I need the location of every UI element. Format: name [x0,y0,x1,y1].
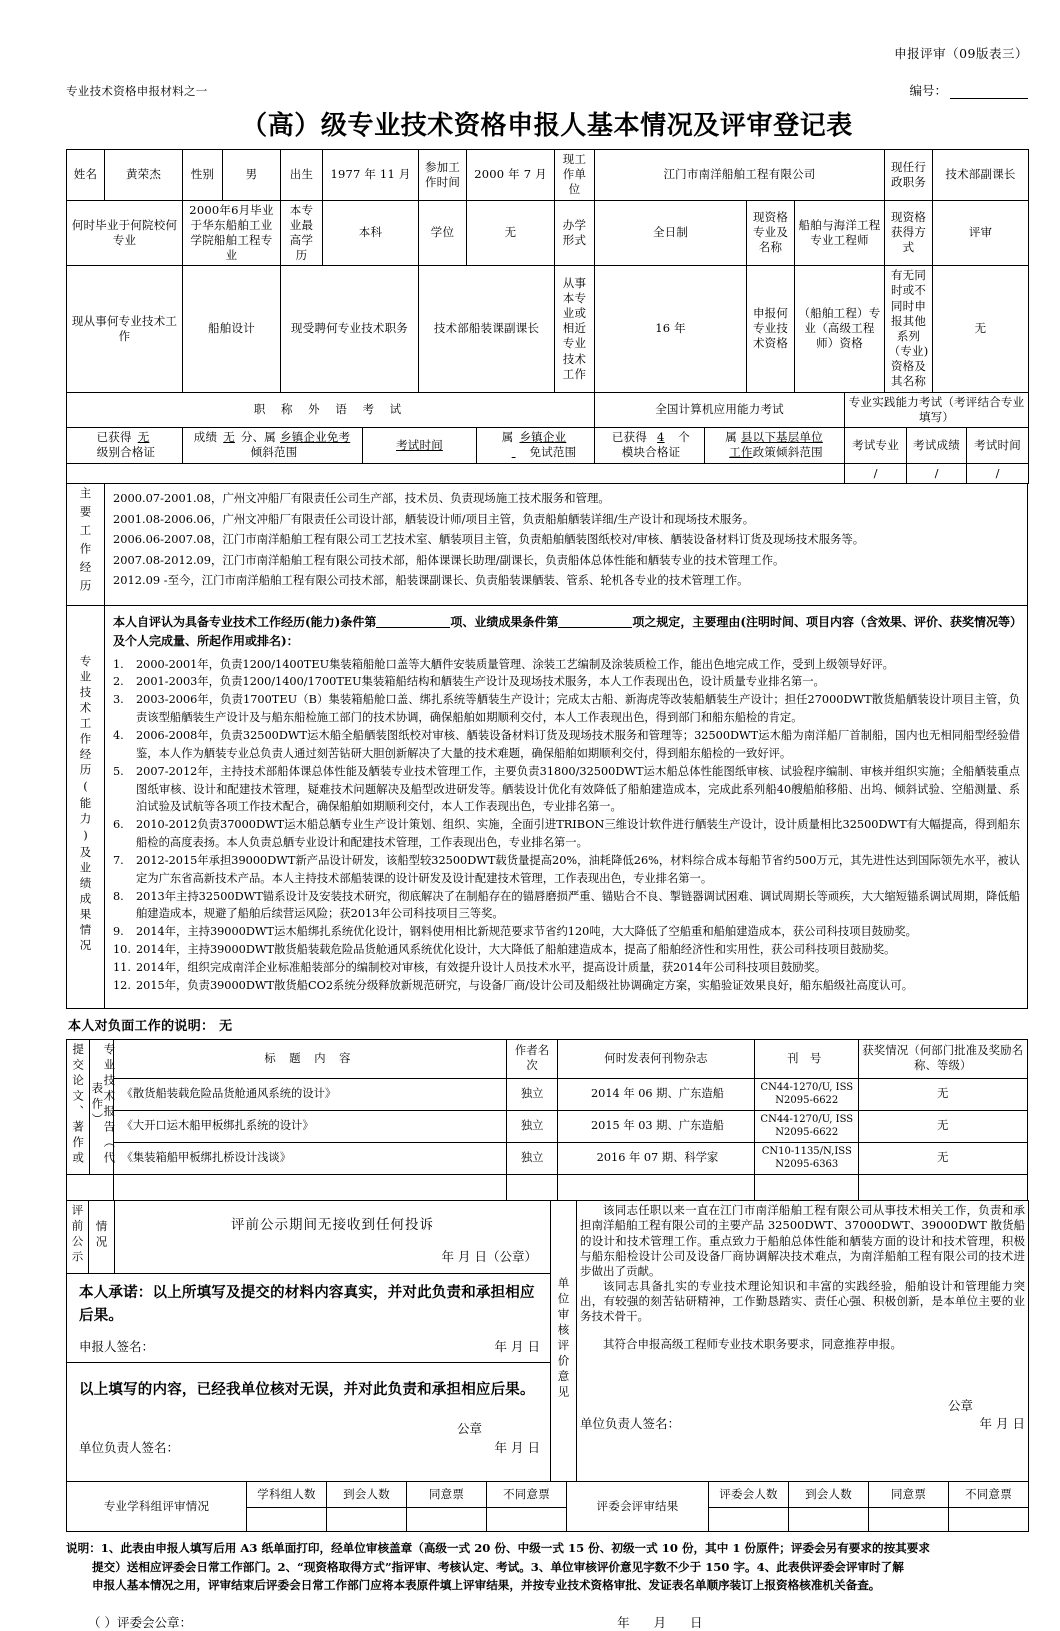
publications-side-label-inner: 专业技术报告（代表作） [90,1040,113,1175]
footer-note-line1: 说明：1、此表由申报人填写后用 A3 纸单面打印，经单位审核盖章（高级一式 20 份、中级一式 15 份、初级一式 10 份，其中 1 份原件；评委会另有要求的按其要求 [66,1540,930,1555]
main-exp-line: 2001.08-2006.06，广州文冲船厂有限责任公司设计部，舾装设计师/项目主管，负责船舶舾装详细/生产设计和现场技术服务。 [113,511,755,526]
achievement-item [113,888,1020,924]
applicant-promise-cell [67,1274,551,1362]
gender-value[interactable]: 男 [223,150,281,201]
fl-score-prefix: 成绩 [193,430,218,445]
pc-got-suffix2: 模块合格证 [621,445,681,460]
top-edu-label: 本专业最高学历 [281,200,323,266]
group-col-agree: 同意票 [407,1481,487,1507]
pub-col-author: 作者名次 [507,1040,558,1079]
pub-award[interactable]: 无 [858,1111,1027,1143]
fl-score-value[interactable]: 无 [223,430,235,445]
apply-qual-label: 申报何专业技术资格 [747,266,795,392]
applicant-signature-row [79,1339,540,1356]
item-text: 2010-2012负责37000DWT运木船总舾专业生产设计策划、组织、实施，全面引进TRIBON三维设计软件进行舾装生产设计，设计质量相比32500DWT有大幅提高，得到船东船检的高度表扬。本人负责总舾专业设计和配建技术管理，工作表现出色，专业排名第一。 [136,818,1020,850]
committee-col-attend: 到会人数 [789,1481,869,1507]
unit-sign-label[interactable]: 单位负责人签名： [79,1439,180,1455]
unit-confirm-seal: 公章 [456,1421,482,1437]
practice-exam-title: 专业实践能力考试（考评结合专业填写） [845,392,1029,427]
fl-belong-suffix: 免试范围 [529,445,577,460]
item-number: 11. [113,960,131,974]
item-text: 2006-2008年，负责32500DWT运木船全船舾装图纸校对审核、舾装设备材料订货及现场技术服务和管理等；32500DWT运木船为南洋船厂首制船，国内也无相同船型经验借鉴，本人作为舾装专业总负责人通过刻苦钻研大胆创新解决了大量的技术难题，确保船舶如期顺利交付，得到船东船检的一致好评。 [136,729,1020,760]
achievement-item [113,691,1020,727]
item-text: 2014年，组织完成南洋企业标准船装部分的编制校对审核，有效提升设计人员技术水平，提高设计质量，获2014年公司科技项目鼓励奖。 [136,960,827,974]
negative-work-note [68,1015,1028,1034]
item-number: 7. [113,853,124,867]
pc-belong-suffix: 政策倾斜范围 [752,445,823,460]
achievement-item [113,959,1020,977]
item-text: 2012-2015年承担39000DWT新产品设计研发，该船型较32500DWT载货量提高20%，油耗降低26%，材料综合成本每船节省约500万元，其先进性达到国际领先水平，被认定为广东省高新技术产品。本人主持技术部船装课的设计研发及设计配建技术管理，工作表现出色，专业排名第一。 [136,853,1020,885]
pc-got-prefix: 已获得 [611,430,648,445]
work-start-label: 参加工作时间 [419,150,467,201]
negative-note-label: 本人对负面工作的说明： [68,1019,215,1035]
main-exp-lines [113,489,1020,589]
self-eval-blank-1[interactable] [376,615,450,628]
pub-issn[interactable]: CN10-1135/N,ISSN2095-6363 [754,1143,858,1175]
cur-qual-way-value[interactable]: 评审 [933,200,1029,266]
publicity-content [115,1201,551,1274]
unit-review-side-label: 单位审核评价意见 [551,1201,577,1482]
achievement-item [113,941,1020,959]
achievement-item [113,727,1020,763]
footer-date[interactable]: 年 月 日 [617,1615,713,1631]
unit-review-signature-row [580,1416,1025,1433]
pro-experience-body [105,606,1028,1009]
unit-confirm-date[interactable]: 年 月 日 [494,1439,540,1455]
pc-certificate-cell[interactable]: 已获得 4 个 模块合格证 [595,427,705,463]
footer-instructions [66,1539,1028,1595]
declaration-review-table [66,1200,1029,1482]
applicant-date[interactable]: 年 月 日 [494,1339,540,1355]
item-number: 1. [113,657,124,671]
committee-val-count[interactable] [709,1507,789,1531]
years-value[interactable]: 16 年 [595,266,747,392]
achievement-item [113,852,1020,888]
admin-post-value[interactable]: 技术部副课长 [933,150,1029,201]
pub-issn[interactable]: CN44-1270/U, ISSN2095-6622 [754,1111,858,1143]
cur-post-value[interactable]: 技术部船装课副课长 [419,266,555,392]
table-row [67,1079,1028,1111]
practice-score-value[interactable]: / [907,463,967,483]
practice-score-label: 考试成绩 [907,427,967,463]
achievement-item [113,816,1020,852]
committee-review-label: 评委会评审结果 [567,1481,709,1531]
item-text: 2014年，主持39000DWT散货船装载危险品货舱通风系统优化设计，大大降低了船舶建造成本，提高了船舶经济性和实用性，获公司科技项目鼓励奖。 [136,943,896,957]
cur-post-label: 现受聘何专业技术职务 [281,266,419,392]
table-row-empty [67,1175,1028,1201]
committee-val-attend[interactable] [789,1507,869,1531]
top-edu-value[interactable]: 本科 [323,200,419,266]
cur-qual-name-label: 现资格专业及名称 [747,200,795,266]
achievement-item [113,977,1020,995]
publicity-date[interactable]: 年 月 日（公章） [441,1249,537,1265]
pc-belong-value[interactable]: 县以下基层单位 [740,430,823,445]
achievement-item [113,656,1020,674]
pub-empty-published[interactable] [558,1175,755,1201]
work-start-value[interactable]: 2000 年 7 月 [467,150,555,201]
pub-published[interactable]: 2015 年 03 期、广东造船 [558,1111,755,1143]
degree-value[interactable]: 无 [467,200,555,266]
achievement-item [113,763,1020,817]
graduate-label: 何时毕业于何院校何专业 [67,200,183,266]
pub-empty-award[interactable] [858,1175,1027,1201]
group-review-label: 专业学科组评审情况 [67,1481,247,1531]
fl-scope-value[interactable]: 乡镇企业免考 [280,430,351,445]
committee-col-agree: 同意票 [869,1481,949,1507]
self-eval-part1: 本人自评认为具备专业技术工作经历(能力)条件第 [113,615,377,630]
years-label: 从事本专业或相近专业技术工作 [555,266,595,392]
cur-work-value[interactable]: 船舶设计 [183,266,281,392]
exam-spacer [67,463,845,483]
cur-qual-way-label: 现资格获得方式 [885,200,933,266]
name-label: 姓名 [67,150,105,201]
fl-belong-value[interactable]: 乡镇企业 [519,430,567,445]
main-exp-line: 2000.07-2001.08，广州文冲船厂有限责任公司生产部，技术员、负责现场施工技术服务和管理。 [113,491,610,506]
number-label: 编号： [909,83,947,98]
unit-review-p1: 该同志任职以来一直在江门市南洋船舶工程有限公司从事技术相关工作，负责和承担南洋船舶工程有限公司的主要产品 32500DWT、37000DWT、39000DWT 散货船的设计和技术管理工作。重点致力于船舶总体性能和舾装方面的设计和技术管理，积极与船东船检设计公司及设备厂商协调解决技术难点，为南洋船舶工程有限公司的技术进步做出了贡献。 [580,1203,1025,1278]
footer-note-line3: 申报人基本情况之用，评审结束后评委会日常工作部门应将本表原件填上评审结果，并按专业技术资格审批、发证表名单顺序装订上报资格核准机关备查。 [92,1578,881,1593]
main-experience-table [66,483,1028,606]
item-number: 3. [113,693,124,707]
committee-col-disagree: 不同意票 [949,1481,1029,1507]
self-evaluation-statement [113,613,1020,651]
pub-empty-author[interactable] [507,1175,558,1201]
item-text: 2003-2006年，负责1700TEU（B）集装箱船舱口盖、绑扎系统等舾装生产设计；完成太古船、新海虎等改装船舾装生产设计；担任27000DWT散货船舾装设计项目主管，负责该型船舾装生产设计及与船东船检施工部门的技术协调，确保船舶如期顺利交付，本人工作表现出色，得到部门和船东船检的肯定。 [136,693,1020,725]
other-series-label: 有无同时或不同时申报其他系列（专业)资格及其名称 [885,266,933,392]
footer-seal-row [66,1613,1028,1631]
pc-belong-value2[interactable]: 工作 [729,445,753,460]
unit-confirm-text: 以上填写的内容，已经我单位核对无误，并对此负责和承担相应后果。 [79,1380,535,1398]
committee-seal-label[interactable]: （ ）评委会公章： [88,1615,192,1631]
pub-author-rank[interactable]: 独立 [507,1143,558,1175]
foreign-lang-title: 职 称 外 语 考 试 [67,392,595,427]
gender-label: 性别 [183,150,223,201]
group-val-disagree[interactable] [487,1507,567,1531]
degree-label: 学位 [419,200,467,266]
achievement-list [113,656,1020,995]
number-field [909,81,1028,99]
unit-confirm-cell [67,1362,551,1481]
committee-val-disagree[interactable] [949,1507,1029,1531]
self-eval-part3: 项之规定，主要理由(注明时间、项目内容（含效果、评价、获奖情况等）及个人完成量、所起作用或排名)： [113,615,1017,649]
achievement-item [113,923,1020,941]
pub-empty-issn[interactable] [754,1175,858,1201]
item-text: 2015年，负责39000DWT散货船CO2系统分级释放新规范研究，与设备厂商/设计公司及船级社协调确定方案，实船验证效果良好，船东船级社高度认可。 [136,978,914,992]
self-eval-part2: 项、业绩成果条件第 [450,615,559,630]
employer-label: 现工作单位 [555,150,595,201]
item-text: 2014年，主持39000DWT运木船绑扎系统优化设计，钢料使用相比新规范要求节省约120吨，大大降低了空船重和船舶建造成本，获公司科技项目鼓励奖。 [136,925,917,939]
computer-exam-title: 全国计算机应用能力考试 [595,392,845,427]
item-text: 2007-2012年，主持技术部船体课总体性能及舾装专业技术管理工作，主要负责31800/32500DWT运木船总体性能图纸审核、试验程序编制、审核并组织实施；全船舾装重点图纸审核、设计和配建技术管理，疑难技术问题解决及船型改进研发等。舾装设计优化有效降低了船舶建造成本，完成此系列船40艘船舶移船、出坞、倾斜试验、空船测量、系泊试验及试航等各项工作技术配合，确保船舶如期顺利交付，本人工作表现出色，专业排名第一。 [136,764,1020,814]
pub-title[interactable]: 《集装箱船甲板绑扎桥设计浅谈》 [113,1143,507,1175]
basic-info-table [66,149,1029,393]
practice-time-label: 考试时间 [967,427,1029,463]
applicant-sign-label[interactable]: 申报人签名： [79,1339,155,1355]
item-number: 6. [113,818,124,832]
fl-score-cell[interactable] [183,427,363,463]
birth-label: 出生 [281,150,323,201]
negative-note-value[interactable]: 无 [219,1019,233,1035]
practice-major-label: 考试专业 [845,427,907,463]
publicity-side-label: 评前公示 [67,1201,89,1274]
cur-qual-name-value[interactable]: 船舶与海洋工程专业工程师 [795,200,885,266]
group-val-agree[interactable] [407,1507,487,1531]
pub-empty-title[interactable] [113,1175,507,1201]
practice-time-value[interactable]: / [967,463,1029,483]
applicant-promise-text: 本人承诺：以上所填写及提交的材料内容真实，并对此负责和承担相应后果。 [79,1284,535,1324]
group-col-count: 学科组人数 [247,1481,327,1507]
main-exp-line: 2006.06-2007.08，江门市南洋船舶工程有限公司工艺技术室、舾装项目主管，负责船舶舾装图纸校对/审核、舾装设备材料订货及现场技术服务等。 [113,532,865,547]
pub-title[interactable]: 《散货船装载危险品货舱通风系统的设计》 [113,1079,507,1111]
pub-award[interactable]: 无 [858,1143,1027,1175]
pub-award[interactable]: 无 [858,1079,1027,1111]
group-col-disagree: 不同意票 [487,1481,567,1507]
fl-time-label[interactable]: 考试时间 [363,427,477,463]
achievement-item [113,673,1020,691]
publications-table [66,1039,1028,1201]
item-number: 12. [113,978,131,992]
pub-author-rank[interactable]: 独立 [507,1079,558,1111]
item-number: 2. [113,675,124,689]
page-inner [66,0,1028,1631]
birth-value[interactable]: 1977 年 11 月 [323,150,419,201]
unit-review-p2: 该同志具备扎实的专业技术理论知识和丰富的实践经验，船舶设计和管理能力突出，有较强的刻苦钻研精神，工作勤恳踏实、责任心强、积极创新，是本单位主要的业务技术骨干。 [580,1279,1025,1324]
unit-review-content[interactable] [577,1201,1029,1482]
unit-review-seal: 公章 [947,1397,973,1413]
unit-confirm-signature-row [79,1440,540,1457]
item-number: 5. [113,764,124,778]
publicity-side-label2: 情况 [89,1201,115,1274]
professional-experience-table [66,605,1028,1009]
fl-got-suffix: 级别合格证 [96,445,156,460]
fl-score-suffix: 倾斜范围 [250,445,298,460]
practice-major-value[interactable]: / [845,463,907,483]
pub-published[interactable]: 2014 年 06 期、广东造船 [558,1079,755,1111]
pub-col-title: 标 题 内 容 [113,1040,507,1079]
pub-published[interactable]: 2016 年 07 期、科学家 [558,1143,755,1175]
main-exp-line: 2012.09 -至今，江门市南洋船舶工程有限公司技术部，船装课副课长、负责船装课舾装、管系、轮机各专业的技术管理工作。 [113,572,749,587]
pub-author-rank[interactable]: 独立 [507,1111,558,1143]
fl-belong-prefix: 属 [501,430,514,445]
pub-col-award: 获奖情况（何部门批准及奖励名称、等级） [858,1040,1027,1079]
main-experience-side-label: 主要工作经历 [67,484,105,606]
item-number: 9. [113,925,124,939]
fl-got-prefix: 已获得 [96,430,132,445]
unit-review-p3: 其符合申报高级工程师专业技术职务要求，同意推荐申报。 [603,1336,902,1351]
item-number: 4. [113,729,124,743]
pro-experience-side-label: 专业技术工作经历(能力)及业绩成果情况 [67,606,105,1009]
item-number: 8. [113,889,124,903]
header-row [66,81,1028,99]
item-text: 2001-2003年，负责1200/1400/1700TEU集装箱船结构和舾装生产设计及现场技术服务，本人工作表现出色，设计质量专业排名第一。 [136,675,825,689]
fl-certificate-cell[interactable] [67,427,183,463]
main-exp-line: 2007.08-2012.09，江门市南洋船舶工程有限公司技术部，船体课课长助理/副课长，负责船体总体性能和舾装专业的技术管理工作。 [113,552,785,567]
employer-value[interactable]: 江门市南洋船舶工程有限公司 [595,150,885,201]
admin-post-label: 现任行政职务 [885,150,933,201]
table-row [67,1143,1028,1175]
footer-note-line2: 提交）送相应评委会日常工作部门。2、“现资格取得方式”指评审、考核认定、考试。3、单位审核评价意见字数不少于 150 字。4、此表供评委会评审时了解 [92,1559,904,1574]
name-value[interactable]: 黄荣杰 [105,150,183,201]
pub-issn[interactable]: CN44-1270/U, ISSN2095-6622 [754,1079,858,1111]
group-val-attend[interactable] [327,1507,407,1531]
pub-title[interactable]: 《大开口运木船甲板绑扎系统的设计》 [113,1111,507,1143]
publicity-text: 评前公示期间无接收到任何投诉 [231,1217,434,1234]
school-form-label: 办学形式 [555,200,595,266]
exams-table [66,392,1029,485]
unit-review-date[interactable]: 年 月 日 [979,1416,1025,1432]
publications-side-label-outer: 提交论文、著作或 [67,1040,90,1175]
table-row [67,1111,1028,1143]
cur-work-label: 现从事何专业技术工作 [67,266,183,392]
graduate-value[interactable]: 2000年6月毕业于华东船舶工业学院船舶工程专业 [183,200,281,266]
pc-belong-prefix: 属 [725,430,737,445]
committee-val-agree[interactable] [869,1507,949,1531]
pc-got-value[interactable]: 4 [657,430,665,445]
unit-review-sign-label[interactable]: 单位负责人签名： [580,1416,681,1432]
form-code: 申报评审（09版表三） [894,46,1028,61]
number-blank[interactable] [950,87,1028,99]
school-form-value[interactable]: 全日制 [595,200,747,266]
pub-col-published: 何时发表何刊物杂志 [558,1040,755,1079]
item-text: 2013年主持32500DWT锚系设计及安装技术研究，彻底解决了在制船存在的锚唇磨损严重、锚贴合不良、掣链器调试困难、调试周期长等顽疾，大大缩短锚系调试周期，降低船舶建造成本，规避了船舶后续营运风险；获2013年公司科技项目三等奖。 [136,889,1020,921]
group-col-attend: 到会人数 [327,1481,407,1507]
self-eval-blank-2[interactable] [558,615,632,628]
review-result-table [66,1481,1029,1532]
item-number: 10. [113,943,131,957]
pub-empty-side [67,1175,114,1201]
item-text: 2000-2001年，负责1200/1400TEU集装箱船舱口盖等大舾件安装质量管理、涂装工艺编制及涂装质检工作，能出色地完成工作，受到上级领导好评。 [136,657,894,671]
pub-col-issn: 刊 号 [754,1040,858,1079]
material-label: 专业技术资格申报材料之一 [66,84,208,98]
page-title: （高）级专业技术资格申报人基本情况及评审登记表 [241,111,853,141]
other-series-value[interactable]: 无 [933,266,1029,392]
main-experience-body [105,484,1028,606]
committee-col-count: 评委会人数 [709,1481,789,1507]
fl-got-value[interactable]: 无 [137,430,150,445]
apply-qual-value[interactable]: （船舶工程）专业（高级工程师）资格 [795,266,885,392]
group-val-count[interactable] [247,1507,327,1531]
fl-exempt-cell[interactable] [477,427,595,463]
fl-score-mid: 分、属 [240,430,276,445]
pc-policy-cell[interactable] [705,427,845,463]
